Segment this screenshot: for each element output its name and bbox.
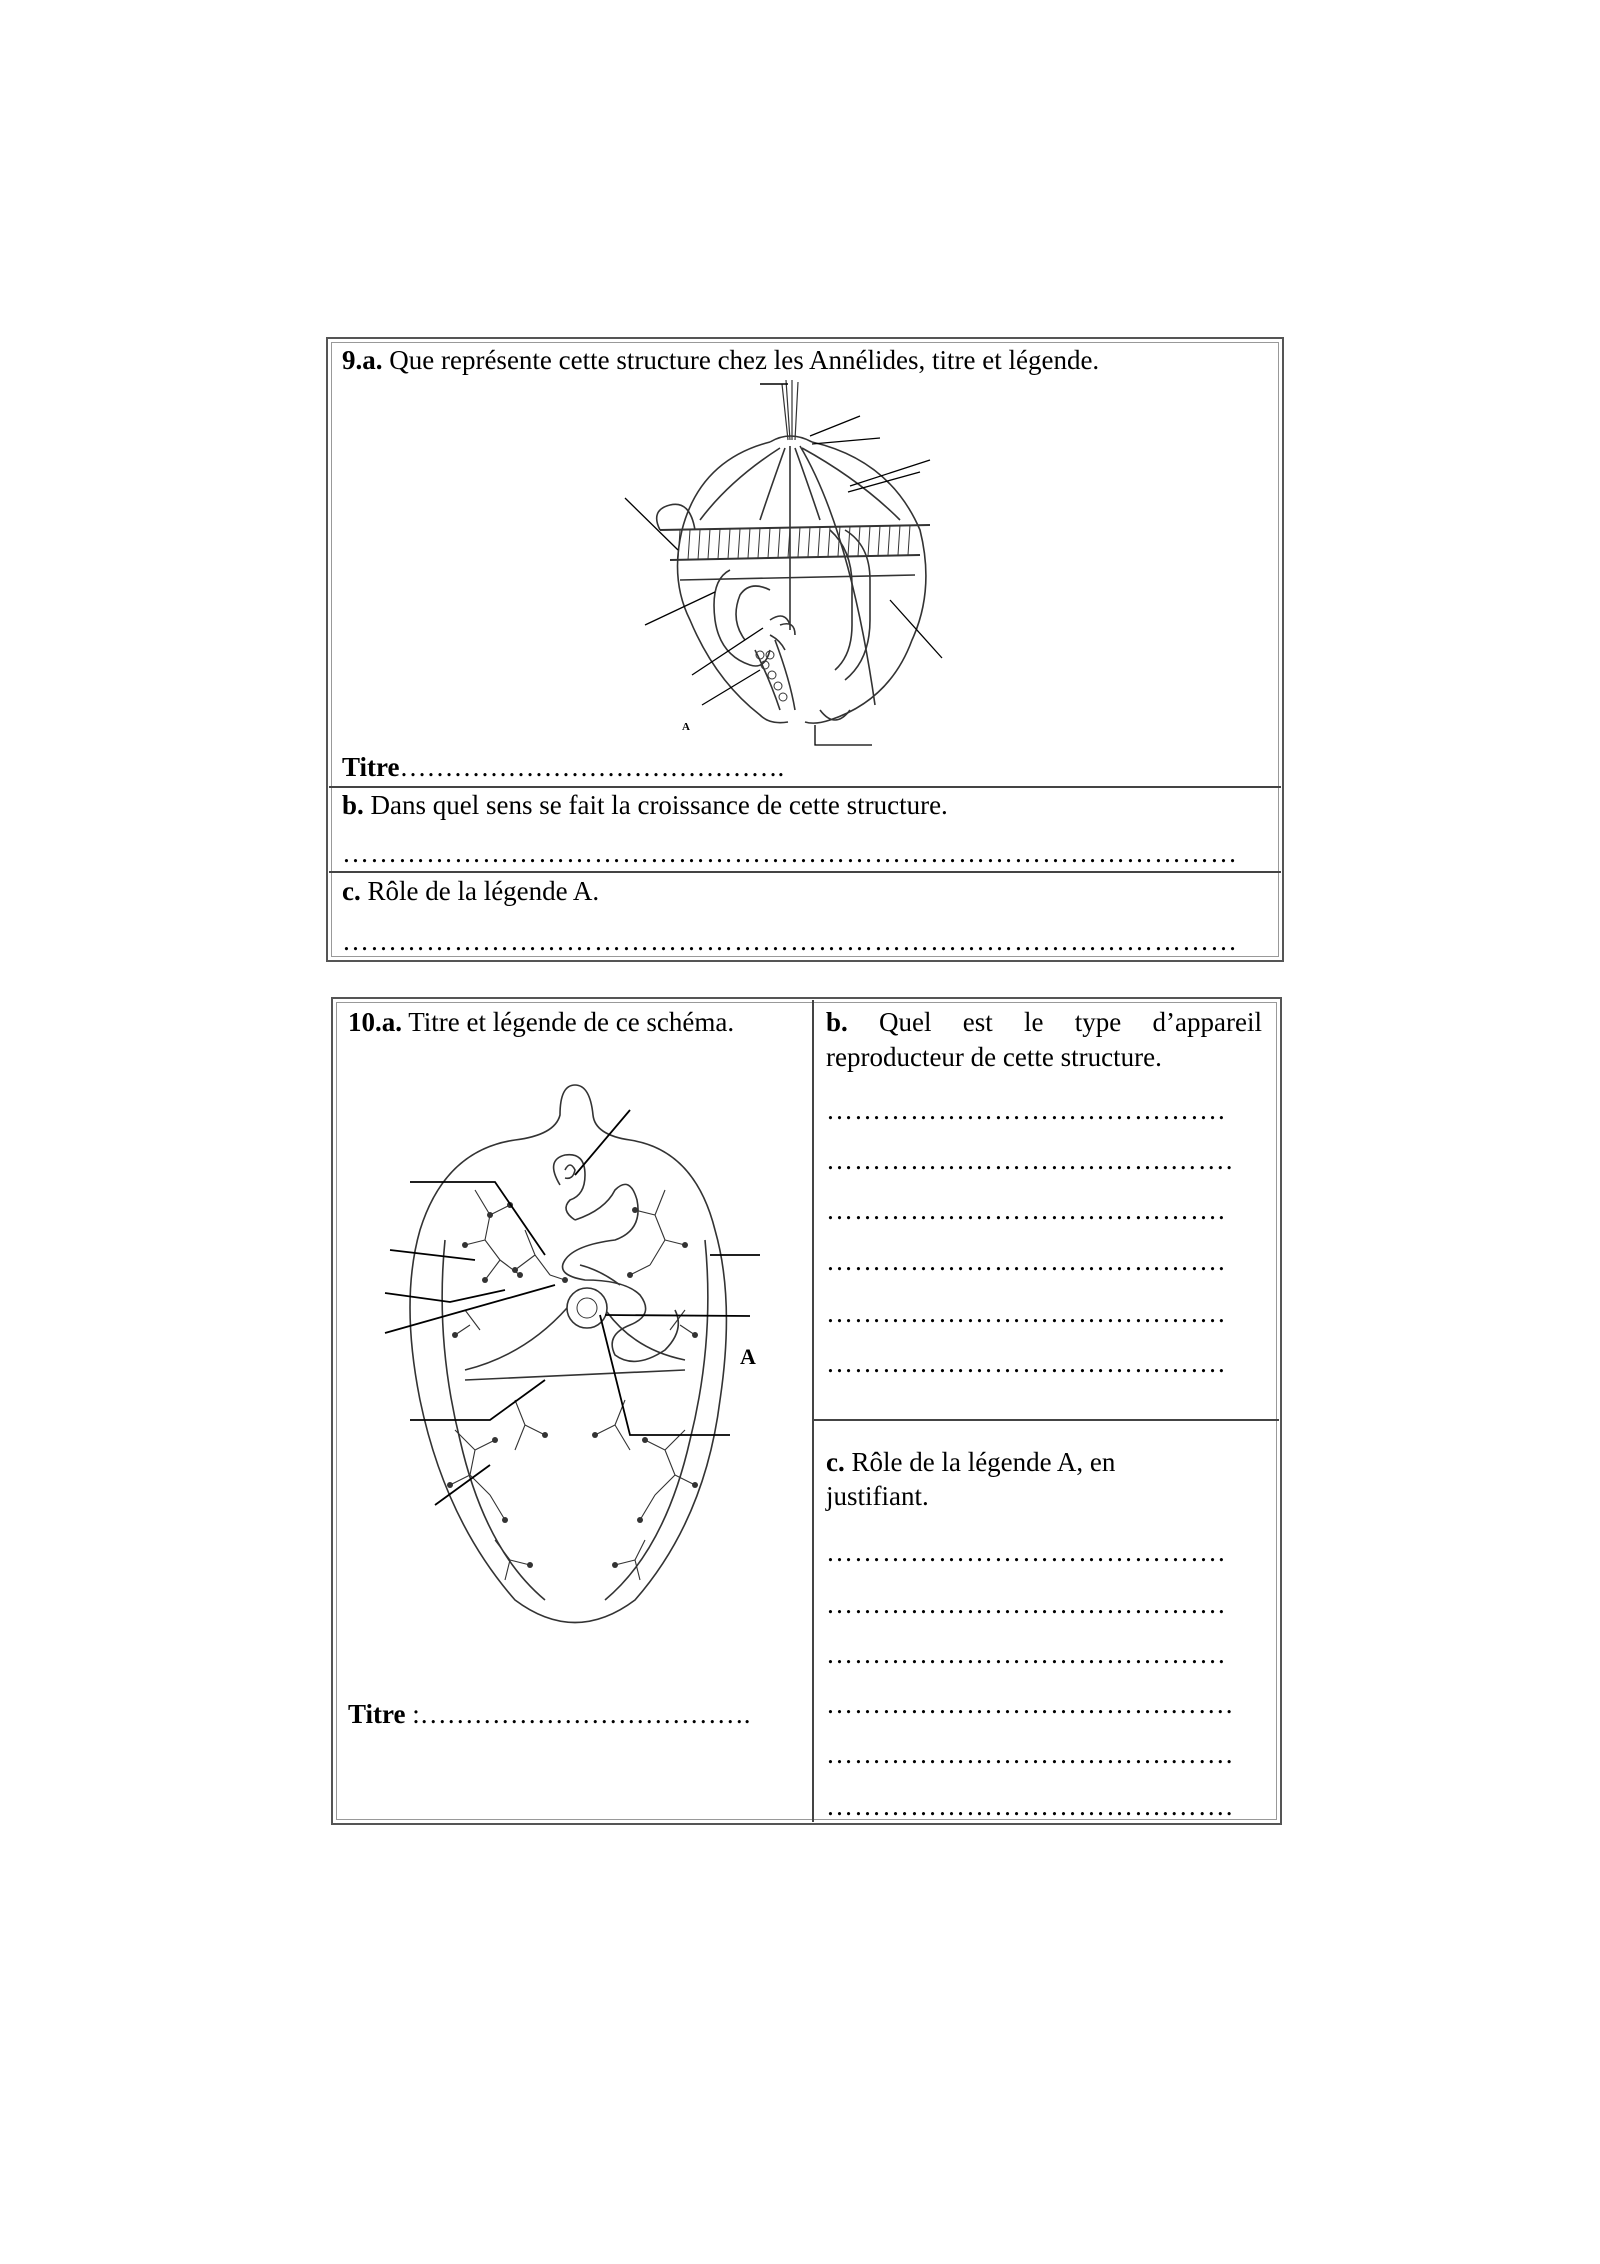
- q9a-text: Que représente cette structure chez les Annélides, titre et légende.: [382, 345, 1100, 375]
- q10c-answer-line-6[interactable]: ……………………………….…….: [826, 1791, 1234, 1821]
- q9-divider-c: [329, 871, 1281, 873]
- q10b-answer-line-3[interactable]: …………………………………….: [826, 1195, 1226, 1225]
- q10-divider-c: [814, 1419, 1279, 1421]
- q10b-number: b.: [826, 1007, 848, 1037]
- q9b-question: [342, 788, 948, 822]
- q10a-question: [348, 1005, 734, 1039]
- q10-column-divider: [812, 1000, 814, 1822]
- q10a-text: Titre et légende de ce schéma.: [402, 1007, 735, 1037]
- q10-title-label: Titre: [348, 1699, 406, 1729]
- q10b-answer-line-2[interactable]: ……………………………….…….: [826, 1145, 1234, 1175]
- q10a-number: 10.a.: [348, 1007, 402, 1037]
- q10c-answer-line-5[interactable]: ……………………………….…….: [826, 1739, 1234, 1769]
- q10c-question-line1: [826, 1445, 1115, 1479]
- q9-title-dots: …………………………………….: [399, 752, 785, 782]
- q10c-text-line2: justifiant.: [826, 1481, 929, 1511]
- q10b-answer-line-6[interactable]: …………………………………….: [826, 1348, 1226, 1378]
- q10c-answer-line-4[interactable]: ……………………………….…….: [826, 1689, 1234, 1719]
- q10c-answer-line-3[interactable]: …………………………………….: [826, 1639, 1226, 1669]
- q10c-answer-line-1[interactable]: …………………………………….: [826, 1537, 1226, 1567]
- q10b-answer-line-1[interactable]: …………………………………….: [826, 1095, 1226, 1125]
- q10c-number: c.: [826, 1447, 845, 1477]
- q9c-question: [342, 874, 599, 908]
- q9-title-label: Titre: [342, 752, 400, 782]
- q10b-question-line1: [826, 1005, 1262, 1039]
- q9c-number: c.: [342, 876, 361, 906]
- q10b-answer-line-5[interactable]: …………………………………….: [826, 1298, 1226, 1328]
- q9b-text: Dans quel sens se fait la croissance de cette structure.: [363, 790, 948, 820]
- q9a-number: 9.a.: [342, 345, 383, 375]
- q10c-answer-line-2[interactable]: …………………………………….: [826, 1589, 1226, 1619]
- q9-trochophore-diagram: [620, 380, 960, 760]
- q9b-number: b.: [342, 790, 364, 820]
- q9b-answer-line[interactable]: ……………………………………………………………………………………: [342, 838, 1238, 868]
- q10-title-dots: :……………………………….: [405, 1699, 751, 1729]
- q10c-text-line1: Rôle de la légende A, en: [844, 1447, 1116, 1477]
- q9-title-line: [342, 750, 784, 784]
- q10-title-line: [348, 1697, 751, 1731]
- q9a-question: [342, 343, 1099, 377]
- q10b-text-line1: Quel est le type d’appareil: [847, 1007, 1262, 1037]
- q10b-answer-line-4[interactable]: …………………………………….: [826, 1246, 1226, 1276]
- q9-diagram-label-a: A: [682, 721, 690, 733]
- q10b-text-line2: reproducteur de cette structure.: [826, 1042, 1162, 1072]
- q10-diagram-label-a: A: [740, 1344, 756, 1369]
- q10-reproductive-diagram: [375, 1080, 775, 1660]
- q9c-text: Rôle de la légende A.: [360, 876, 600, 906]
- q9c-answer-line[interactable]: ……………………………………………………………………………………: [342, 926, 1238, 956]
